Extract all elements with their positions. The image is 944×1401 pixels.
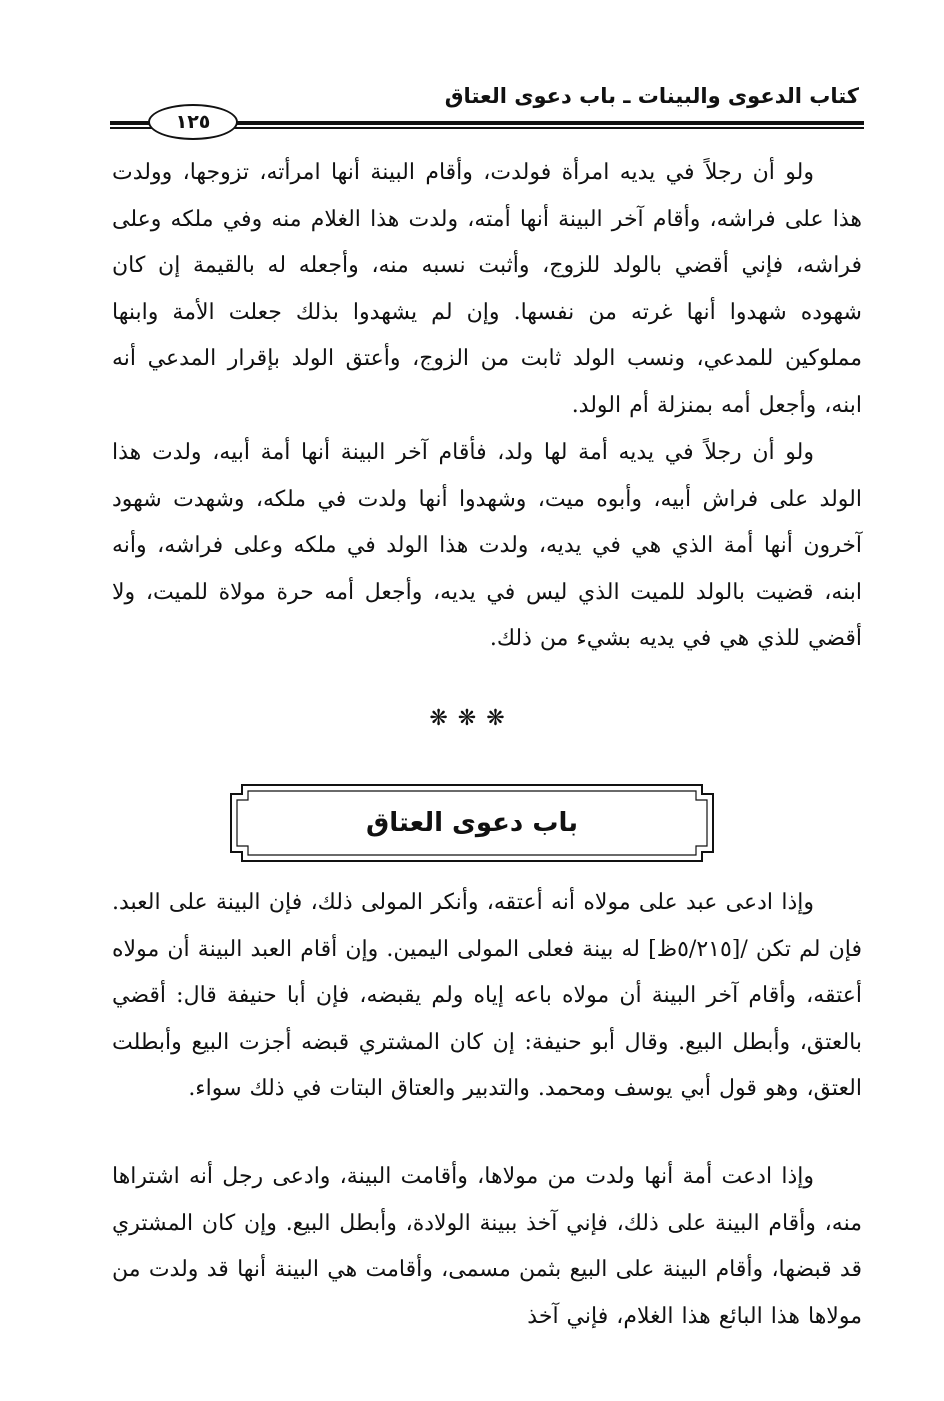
paragraph-block [112,1154,862,1340]
page-number: ١٢٥ [148,104,238,140]
paragraph: وإذا ادعت أمة أنها ولدت من مولاها، وأقامت البينة، وادعى رجل أنه اشتراها منه، وأقام البينة على ذلك، فإني آخذ ببينة الولادة، وأبطل البيع. وإن كان المشتري قد قبضها، وأقام البينة على البيع بثمن مسمى، وأقامت هي البينة أنها قد ولدت من مولاها هذا البائع هذا الغلام، فإني آخذ [112,1164,862,1329]
chapter-heading-frame [228,782,716,864]
paragraph-block [112,150,862,429]
paragraph: ولو أن رجلاً في يديه امرأة فولدت، وأقام البينة أنها امرأته، تزوجها، وولدت هذا على فراشه، وأقام آخر البينة أنها أمته، ولدت هذا الغلام منه وفي ملكه وعلى فراشه، فإني أقضي بالولد للزوج، وأثبت نسبه منه، وأجعله له بالقيمة إن كان شهوده شهدوا أنها غرته من نفسها. وإن لم يشهدوا بذلك جعلت الأمة وابنها مملوكين للمدعي، ونسب الولد ثابت من الزوج، وأعتق الولد بإقرار المدعي أنه ابنه، وأجعل أمه بمنزلة أم الولد. [112,160,862,418]
section-ornament: ❋❋❋ [429,706,515,731]
paragraph-block [112,430,862,663]
chapter-title: باب دعوى العتاق [366,808,578,838]
running-header: كتاب الدعوى والبينات ـ باب دعوى العتاق [444,84,859,108]
paragraph: وإذا ادعى عبد على مولاه أنه أعتقه، وأنكر المولى ذلك، فإن البينة على العبد. فإن لم تكن /[٥/٢١٥ظ] له بينة فعلى المولى اليمين. وإن أقام العبد البينة أن مولاه أعتقه، وأقام آخر البينة أن مولاه باعه إياه ولم يقبضه، فإن أبا حنيفة قال: أقضي بالعتق، وأبطل البيع. وقال أبو حنيفة: إن كان المشتري قبضه أجزت البيع وأبطلت العتق، وهو قول أبي يوسف ومحمد. والتدبير والعتاق البتات في ذلك سواء. [112,890,862,1101]
paragraph-block [112,880,862,1113]
paragraph: ولو أن رجلاً في يديه أمة لها ولد، فأقام آخر البينة أنها أمة أبيه، ولدت هذا الولد على فراش أبيه، وأبوه ميت، وشهدوا أنها ولدت في ملكه، وشهدت شهود آخرون أنها أمة الذي هي في يديه، ولدت هذا الولد في ملكه وعلى فراشه، وأنه ابنه، قضيت بالولد للميت الذي ليس في يديه، وأجعل أمه حرة مولاة للميت، ولا أقضي للذي هي في يديه بشيء من ذلك. [112,440,862,651]
